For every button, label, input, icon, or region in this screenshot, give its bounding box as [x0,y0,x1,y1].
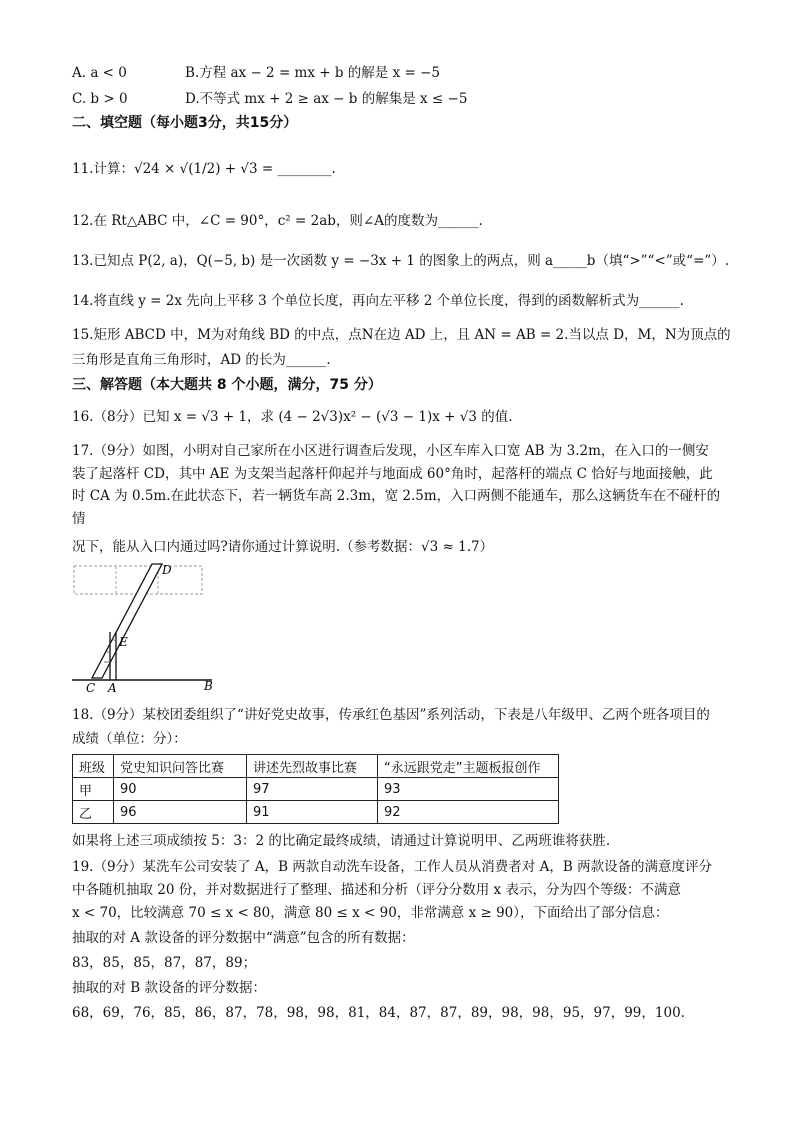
question-15-line-2: 三角形是直角三角形时，AD 的长为______. [72,352,331,368]
table-header-cell: “永远跟党走”主题板报创作 [378,755,559,778]
label-b: B [204,679,213,693]
question-14: 14.将直线 y = 2x 先向上平移 3 个单位长度，再向左平移 2 个单位长度，得到的函数解析式为______. [72,293,684,309]
score-table [72,754,559,824]
question-15-line-1: 15.矩形 ABCD 中，M为对角线 BD 的中点，点N在边 AD 上，且 AN = AB = 2.当以点 D，M，N为顶点的 [72,327,731,343]
question-17-line-4: 况下，能从入口内通过吗?请你通过计算说明.（参考数据：√3 ≈ 1.7） [72,539,494,555]
table-cell: 90 [114,778,247,801]
question-19-line-2: 中各随机抽取 20 份，并对数据进行了整理、描述和分析（评分分数用 x 表示，分为四个等级：不满意 [72,882,681,898]
question-19 [72,856,724,1025]
table-header-row [73,755,559,778]
label-a: A [108,681,117,694]
question-19-line-1: 19.（9分）某洗车公司安装了 A，B 两款自动洗车设备，工作人员从消费者对 A，B 两款设备的满意度评分 [72,859,713,875]
question-16: 16.（8分）已知 x = √3 + 1，求 (4 − 2√3)x² − (√3 − 1)x + √3 的值. [72,409,513,425]
question-18-line-3: 如果将上述三项成绩按 5：3：2 的比确定最终成绩，请通过计算说明甲、乙两班谁将获胜. [72,833,611,849]
question-19-line-5: 83，85，85，87，87，89； [72,955,257,971]
table-header-cell: 班级 [73,755,114,778]
question-19-line-6: 抽取的对 B 款设备的评分数据： [72,980,267,996]
table-cell: 91 [247,801,378,824]
table-row [73,778,559,801]
table-cell: 92 [378,801,559,824]
question-12: 12.在 Rt△ABC 中，∠C = 90°，c² = 2ab，则∠A的度数为______. [72,213,483,229]
question-18-line-1: 18.（9分）某校团委组织了“讲好党史故事，传承红色基因”系列活动，下表是八年级甲、乙两个班各项目的 [72,707,710,723]
q10-option-c: C. b > 0 [72,91,128,107]
label-c: C [86,681,96,694]
question-19-line-7: 68，69，76，85，86，87，78，98，98，81，84，87，87，89，98，98，95，97，99，100. [72,1005,685,1021]
question-17-line-2: 装了起落杆 CD，其中 AE 为支架当起落杆仰起并与地面成 60°角时，起落杆的端点 C 恰好与地面接触，此 [72,465,713,482]
question-18-line-2: 成绩（单位：分）： [72,731,187,747]
q10-option-d: D.不等式 mx + 2 ≥ ax − b 的解集是 x ≤ −5 [185,91,468,107]
label-e: E [119,635,128,649]
table-cell: 97 [247,778,378,801]
table-header-cell: 党史知识问答比赛 [114,755,247,778]
question-17-line-1: 17.（9分）如图，小明对自己家所在小区进行调查后发现，小区车库入口宽 AB 为 3.2m，在入口的一侧安 [72,443,709,459]
question-13: 13.已知点 P(2, a)，Q(−5, b) 是一次函数 y = −3x + 1 的图象上的两点，则 a_____b（填“>”“<”或“=”）. [72,253,730,269]
table-header-cell: 讲述先烈故事比赛 [247,755,378,778]
table-cell: 96 [114,801,247,824]
barrier-pole [92,564,162,678]
question-19-line-4: 抽取的对 A 款设备的评分数据中“满意”包含的所有数据： [72,930,415,946]
question-17 [72,440,724,559]
question-11: 11.计算：√24 × √(1/2) + √3 = ________. [72,161,336,177]
section-3-heading: 三、解答题（本大题共 8 个小题，满分，75 分） [72,377,382,393]
table-cell: 甲 [73,778,114,801]
question-17-line-3: 时 CA 为 0.5m.在此状态下，若一辆货车高 2.3m，宽 2.5m，入口两侧不能通车，那么这辆货车在不碰杆的情 [72,488,721,527]
label-d: D [162,563,172,577]
gate-figure [72,560,232,694]
q10-option-a: A. a < 0 [72,65,127,81]
section-2-heading: 二、填空题（每小题3分，共15分） [72,115,298,131]
table-cell: 乙 [73,801,114,824]
table-row [73,801,559,824]
question-19-line-3: x < 70，比较满意 70 ≤ x < 80，满意 80 ≤ x < 90，非常满意 x ≥ 90），下面给出了部分信息： [72,905,669,921]
table-cell: 93 [378,778,559,801]
q10-option-b: B.方程 ax − 2 = mx + b 的解是 x = −5 [185,65,440,81]
